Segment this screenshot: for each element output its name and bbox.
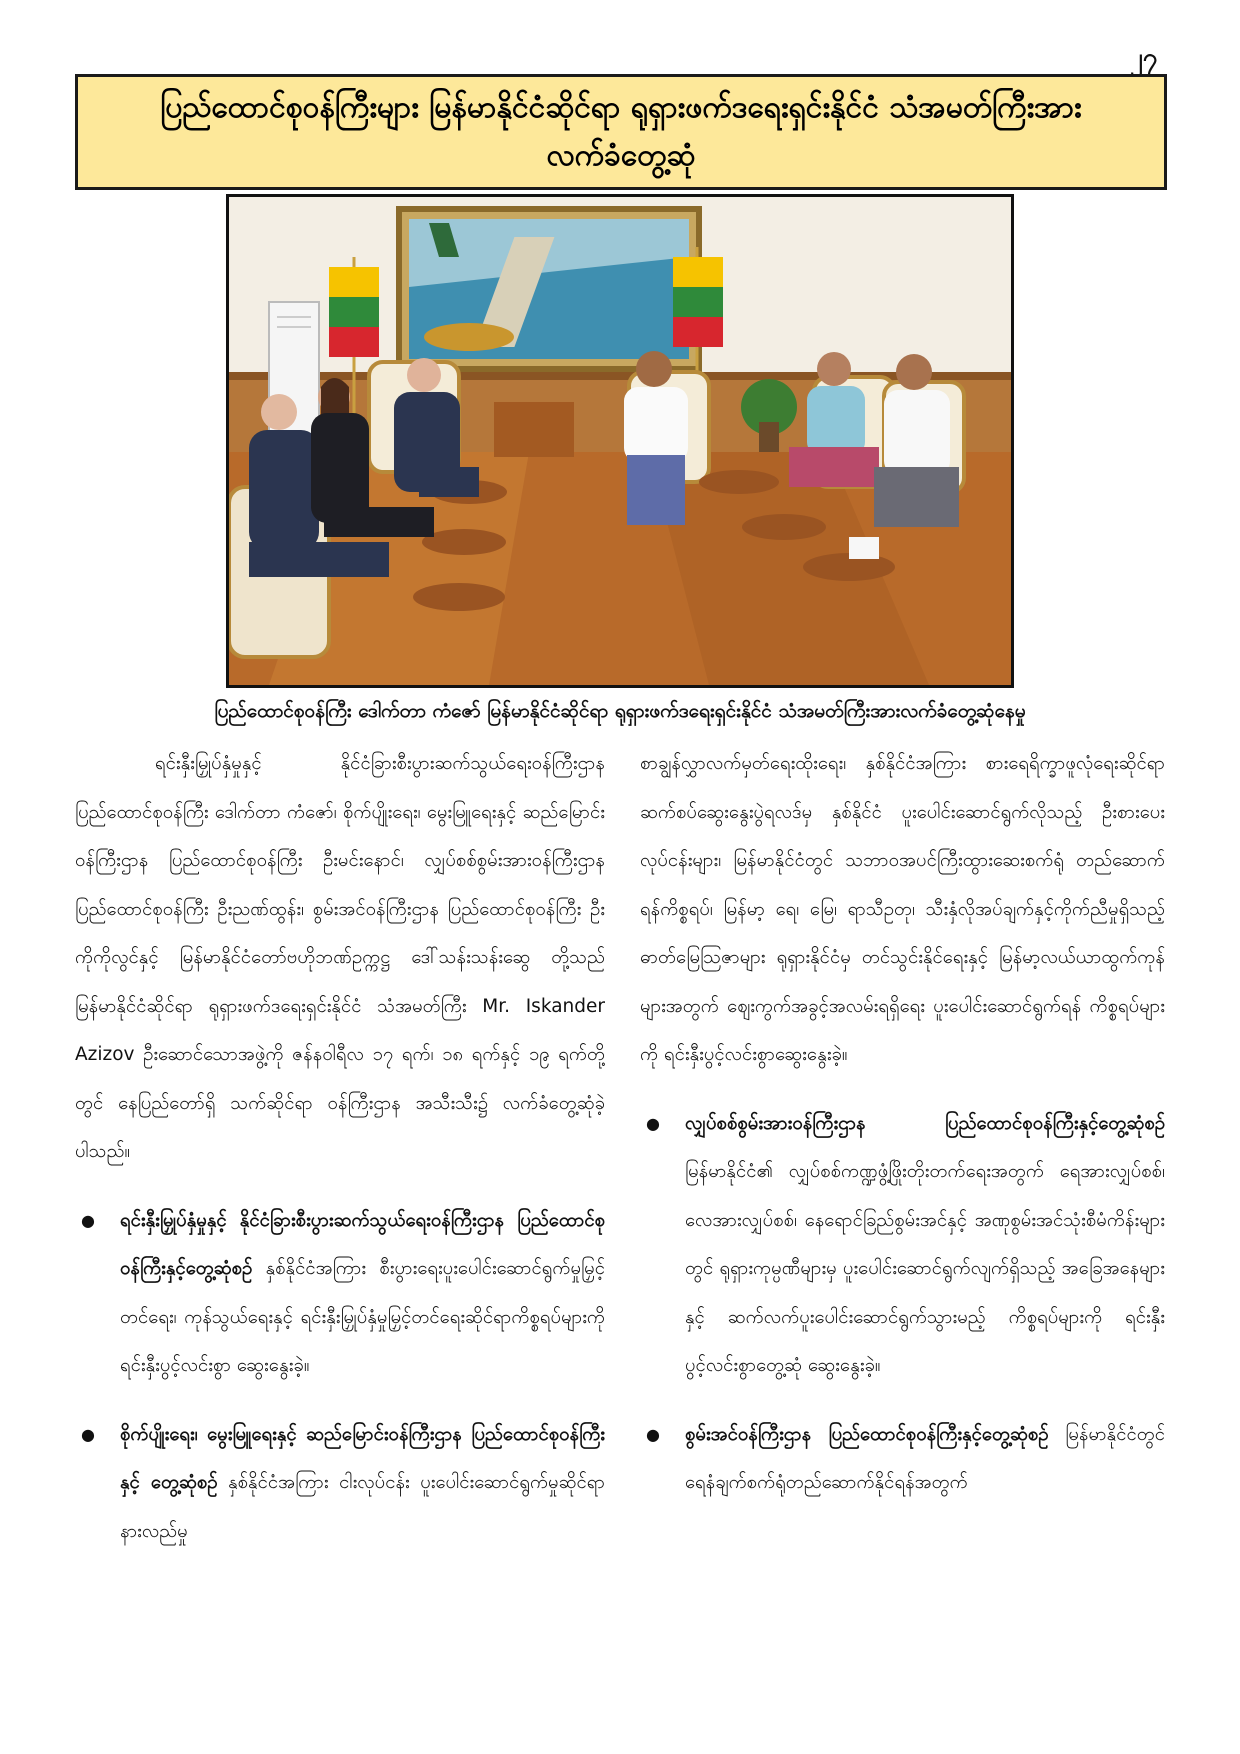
meeting-photo-illustration [229,197,1011,685]
bullet-heading: ရင်းနှီးမြှုပ်နှံမှုနှင့် နိုင်ငံခြားစီးပွားဆက်သွယ်ရေးဝန်ကြီးဌာန ပြည်ထောင်စုဝန်ကြီးနှင့်တွေ့ဆုံစဉ် [120,1209,605,1279]
title-line-2: လက်ခံတွေ့ဆုံ [546,138,696,173]
meeting-photo [226,194,1014,688]
bullet-item [75,1411,605,1557]
bullet-text: နှစ်နိုင်ငံအကြား ငါးလုပ်ငန်း ပူးပေါင်းဆောင်ရွက်မှုဆိုင်ရာ နားလည်မှု [120,1472,606,1542]
bullet-item [75,1197,605,1391]
continuation-paragraph: စာချွန်လွှာလက်မှတ်ရေးထိုးရေး၊ နှစ်နိုင်ငံအကြား စားရေရိက္ခာဖူလုံရေးဆိုင်ရာ ဆက်စပ်ဆွေးနွေးပွဲရလဒ်မှ နှစ်နိုင်ငံ ပူးပေါင်းဆောင်ရွက်လိုသည့် ဦးစားပေးလုပ်ငန်းများ၊ မြန်မာနိုင်ငံတွင် သဘာဝအပင်ကြီးထွားဆေးစက်ရုံ တည်ဆောက်ရန်ကိစ္စရပ်၊ မြန်မာ့ ရေ၊ မြေ၊ ရာသီဥတု၊ သီးနှံလိုအပ်ချက်နှင့်ကိုက်ညီမှုရှိသည့် ဓာတ်မြေဩဇာများ ရုရှားနိုင်ငံမှ တင်သွင်းနိုင်ရေးနှင့် မြန်မာ့လယ်ယာထွက်ကုန်များအတွက် ဈေးကွက်အခွင့်အလမ်းရရှိရေး ပူးပေါင်းဆောင်ရွက်ရန် ကိစ္စရပ်များကို ရင်းနှီးပွင့်လင်းစွာဆွေးနွေးခဲ့။ [640,753,1165,1065]
title-banner [75,74,1167,190]
title-line-1: ပြည်ထောင်စုဝန်ကြီးများ မြန်မာနိုင်ငံဆိုင်ရာ ရုရှားဖက်ဒရေးရှင်းနိုင်ငံ သံအမတ်ကြီးအား [160,90,1082,125]
left-column [75,740,605,1556]
bullet-heading: လျှပ်စစ်စွမ်းအားဝန်ကြီးဌာန ပြည်ထောင်စုဝန်ကြီးနှင့်တွေ့ဆုံစဉ် [685,1112,1165,1134]
intro-paragraph: ရင်းနှီးမြှုပ်နှံမှုနှင့် နိုင်ငံခြားစီးပွားဆက်သွယ်ရေးဝန်ကြီးဌာန ပြည်ထောင်စုဝန်ကြီး ဒေါက်တာ ကံဇော်၊ စိုက်ပျိုးရေး၊ မွေးမြူရေးနှင့် ဆည်မြောင်းဝန်ကြီးဌာန ပြည်ထောင်စုဝန်ကြီး ဦးမင်းနောင်၊ လျှပ်စစ်စွမ်းအားဝန်ကြီးဌာန ပြည်ထောင်စုဝန်ကြီး ဦးညဏ်ထွန်း၊ စွမ်းအင်ဝန်ကြီးဌာန ပြည်ထောင်စုဝန်ကြီး ဦးကိုကိုလွင်နှင့် မြန်မာနိုင်ငံတော်ဗဟိုဘဏ်ဥက္ကဋ္ဌ ဒေါ်သန်းသန်းဆွေ တို့သည် မြန်မာနိုင်ငံဆိုင်ရာ ရုရှားဖက်ဒရေးရှင်းနိုင်ငံ သံအမတ်ကြီး Mr. Iskander Azizov ဦးဆောင်သောအဖွဲ့ကို ဇန်နဝါရီလ ၁၇ ရက်၊ ၁၈ ရက်နှင့် ၁၉ ရက်တို့တွင် နေပြည်တော်ရှိ သက်ဆိုင်ရာ ဝန်ကြီးဌာန အသီးသီး၌ လက်ခံတွေ့ဆုံခဲ့ပါသည်။ [75,753,605,1162]
bullet-text: မြန်မာနိုင်ငံ၏ လျှပ်စစ်ကဏ္ဍဖွံ့ဖြိုးတိုးတက်ရေးအတွက် ရေအားလျှပ်စစ်၊ လေအားလျှပ်စစ်၊ နေရောင်ခြည်စွမ်းအင်နှင့် အဏုစွမ်းအင်သုံးစီမံကိန်းများတွင် ရုရှားကုမ္ပဏီများမှ ပူးပေါင်းဆောင်ရွက်လျက်ရှိသည့် အခြေအနေများနှင့် ဆက်လက်ပူးပေါင်းဆောင်ရွက်သွားမည့် ကိစ္စရပ်များကို ရင်းနှီးပွင့်လင်းစွာတွေ့ဆုံ ဆွေးနွေးခဲ့။ [685,1161,1165,1376]
bullet-text: မြန်မာနိုင်ငံတွင် ရေနံချက်စက်ရုံတည်ဆောက်နိုင်ရန်အတွက် [685,1423,1165,1493]
photo-caption: ပြည်ထောင်စုဝန်ကြီး ဒေါက်တာ ကံဇော် မြန်မာနိုင်ငံဆိုင်ရာ ရုရှားဖက်ဒရေးရှင်းနိုင်ငံ သံအမတ်ကြီးအားလက်ခံတွေ့ဆုံနေမှု [214,700,1026,722]
bullet-heading: စွမ်းအင်ဝန်ကြီးဌာန ပြည်ထောင်စုဝန်ကြီးနှင့်တွေ့ဆုံစဉ် [685,1423,1049,1445]
right-column [640,740,1165,1508]
page-number: ၂၇ [1130,43,1158,73]
bullet-heading: စိုက်ပျိုးရေး၊ မွေးမြူရေးနှင့် ဆည်မြောင်းဝန်ကြီးဌာန ပြည်ထောင်စုဝန်ကြီးနှင့် တွေ့ဆုံစဉ် [120,1423,605,1493]
bullet-item [640,1100,1165,1391]
bullet-text: နှစ်နိုင်ငံအကြား စီးပွားရေးပူးပေါင်းဆောင်ရွက်မှုမြှင့်တင်ရေး၊ ကုန်သွယ်ရေးနှင့် ရင်းနှီးမြှုပ်နှံမှုမြှင့်တင်ရေးဆိုင်ရာကိစ္စရပ်များကို ရင်းနှီးပွင့်လင်းစွာ ဆွေးနွေးခဲ့။ [120,1258,605,1376]
bullet-item [640,1411,1165,1508]
